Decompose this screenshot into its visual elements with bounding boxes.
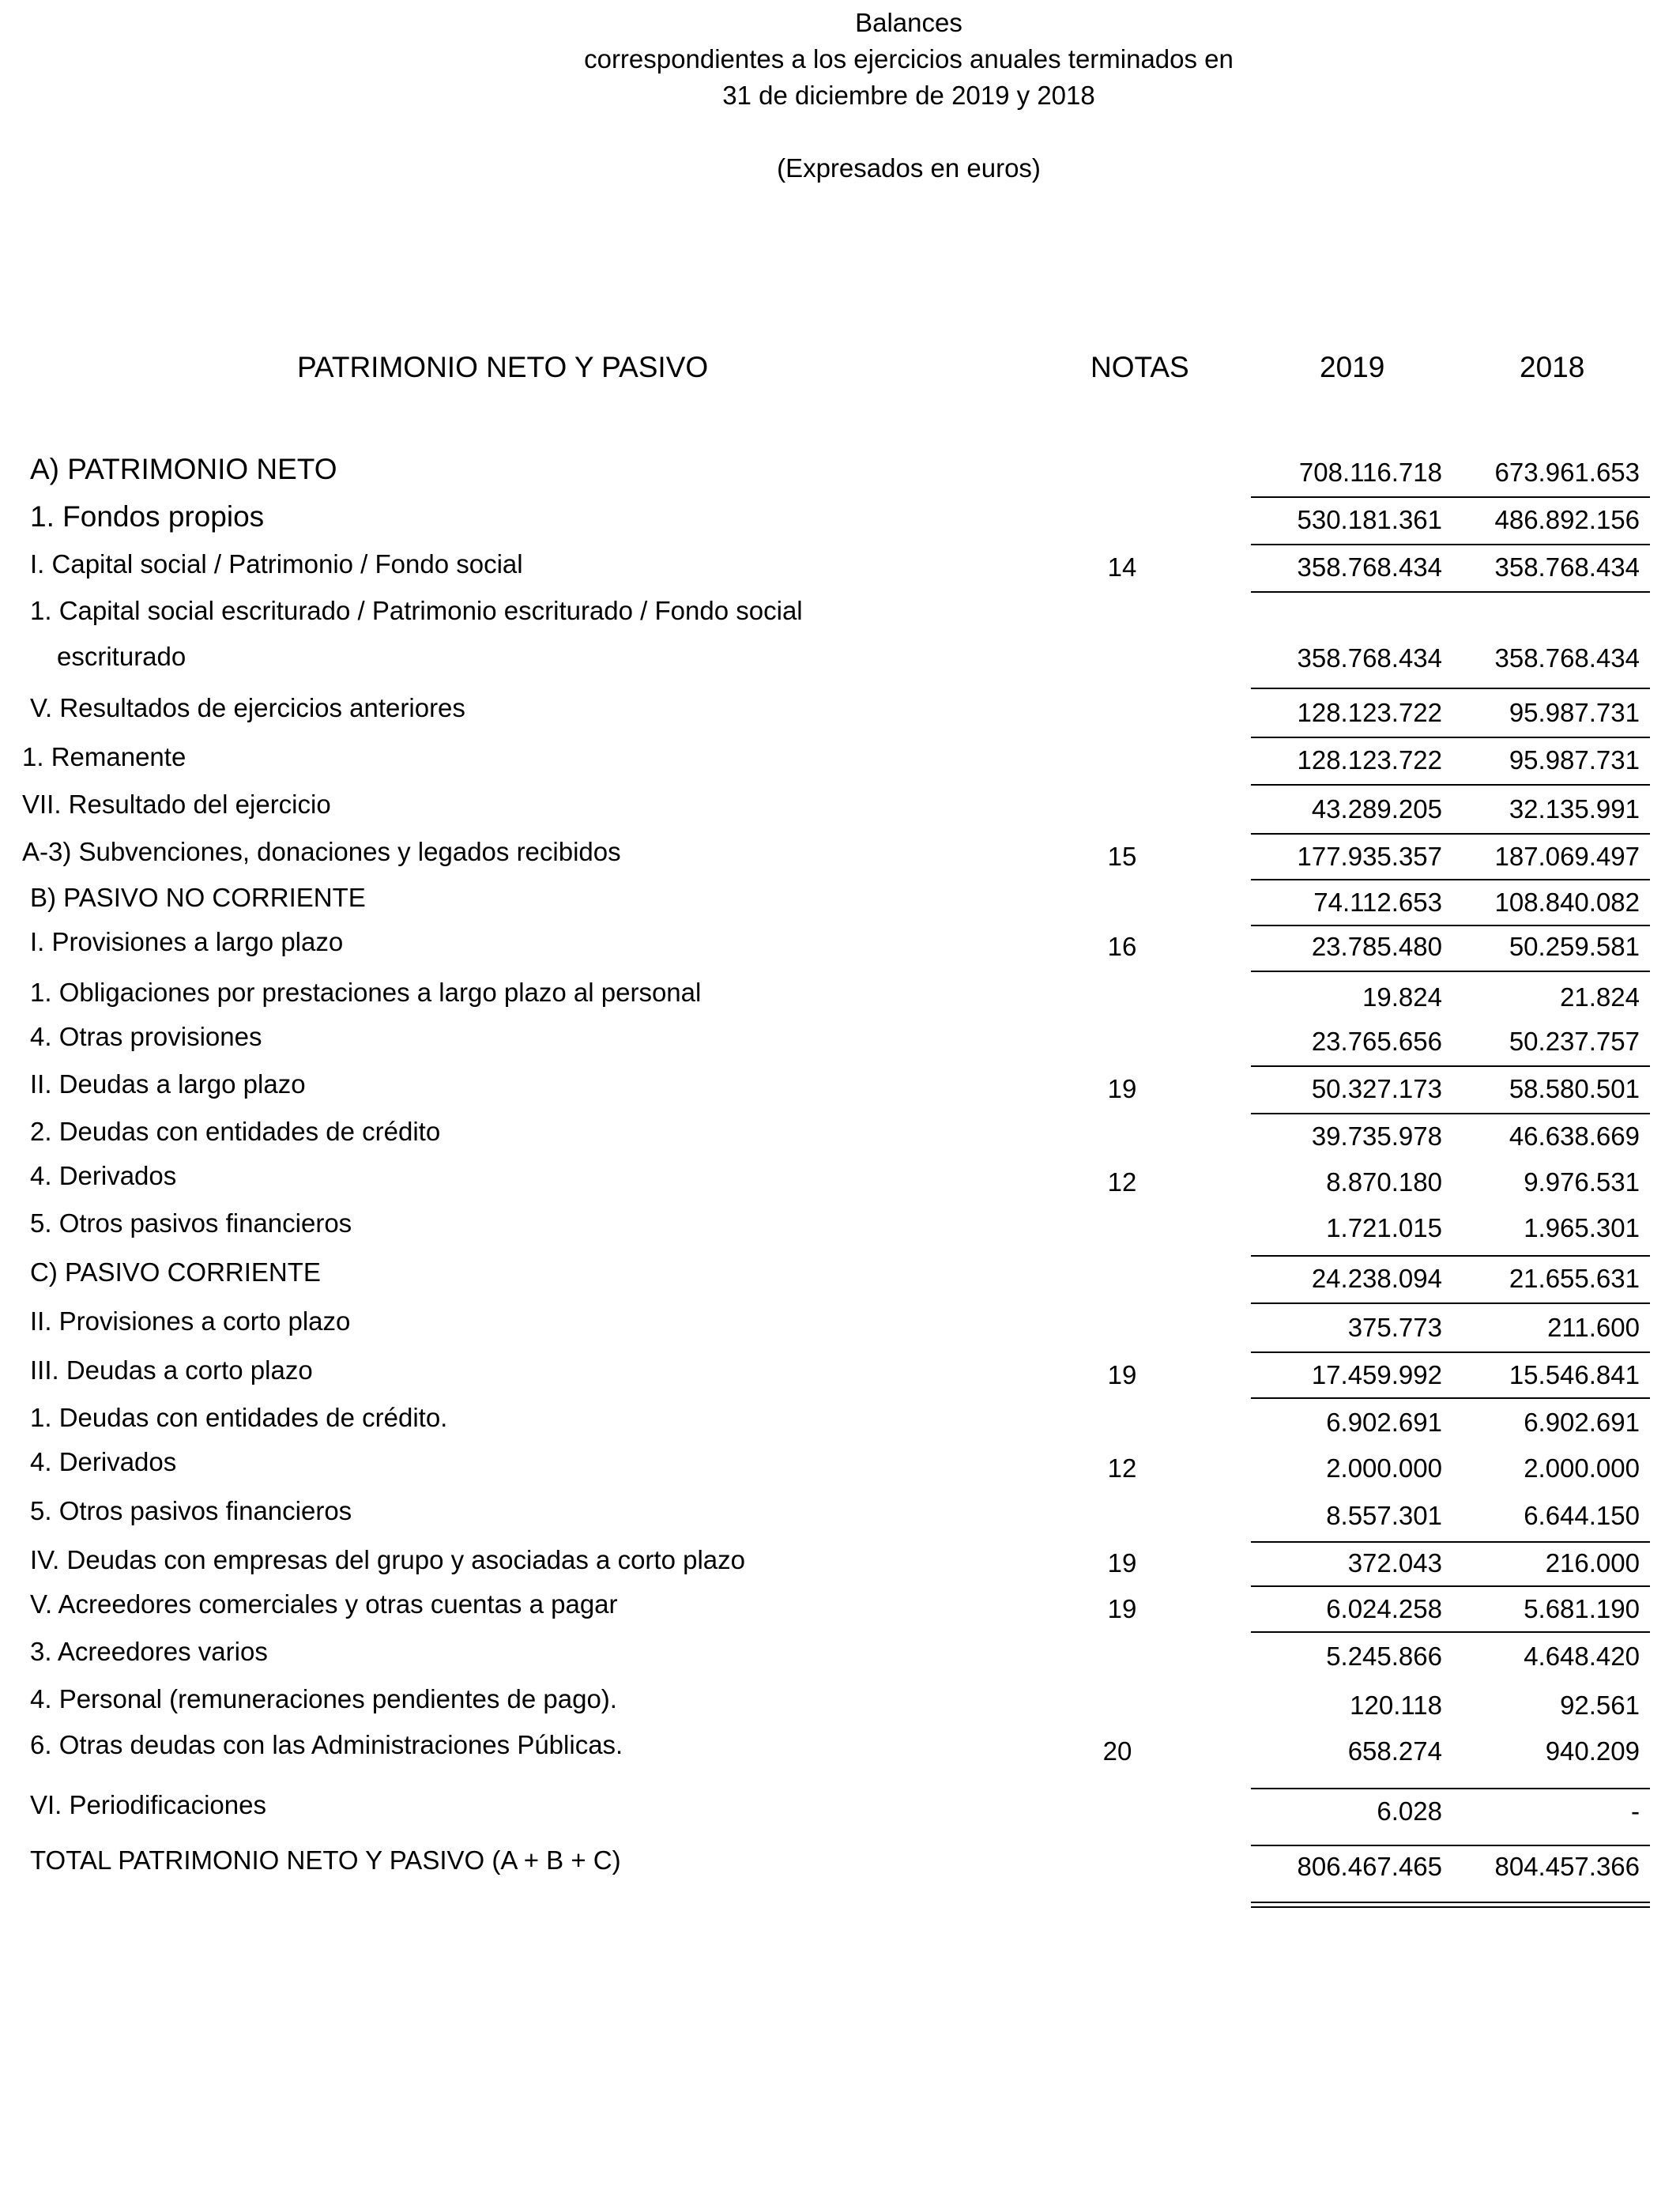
row-value-2019: 74.112.653 — [1313, 888, 1442, 917]
table-row — [0, 1161, 1680, 1208]
row-value-2019: 39.735.978 — [1311, 1122, 1442, 1151]
table-row — [0, 549, 1680, 593]
row-nota: 12 — [1107, 1167, 1137, 1197]
row-value-2018: 6.902.691 — [1524, 1408, 1640, 1437]
row-value-2018: 211.600 — [1547, 1313, 1640, 1342]
table-row — [0, 596, 1680, 684]
row-value-2019: 6.028 — [1377, 1796, 1442, 1826]
report-title: Balances — [855, 8, 962, 37]
row-value-2019: 375.773 — [1347, 1313, 1442, 1342]
row-divider — [1251, 688, 1650, 689]
table-row — [0, 693, 1680, 738]
row-label: 3. Acreedores varios — [30, 1637, 268, 1666]
row-divider — [1251, 1541, 1650, 1543]
row-value-2019: 50.327.173 — [1311, 1074, 1442, 1103]
row-label: V. Resultados de ejercicios anteriores — [30, 693, 465, 722]
row-value-2019: 19.824 — [1362, 982, 1442, 1012]
report-subtitle-2: 31 de diciembre de 2019 y 2018 — [722, 81, 1095, 110]
row-value-2019: 6.902.691 — [1326, 1408, 1442, 1437]
report-subtitle-1: correspondientes a los ejercicios anuales terminados en — [584, 44, 1234, 74]
row-value-2019: 128.123.722 — [1297, 698, 1442, 727]
row-value-2018: 21.655.631 — [1509, 1264, 1640, 1293]
table-row — [0, 453, 1680, 498]
table-row — [0, 1306, 1680, 1353]
row-nota: 19 — [1107, 1594, 1137, 1623]
row-label: 5. Otros pasivos financieros — [30, 1496, 352, 1525]
row-label: 4. Derivados — [30, 1161, 177, 1190]
table-row — [0, 883, 1680, 928]
row-label: 1. Fondos propios — [30, 500, 265, 533]
row-value-2019: 806.467.465 — [1297, 1852, 1442, 1881]
row-divider — [1251, 1397, 1650, 1399]
row-divider — [1251, 1113, 1650, 1114]
row-label: 4. Derivados — [30, 1447, 177, 1476]
row-label: V. Acreedores comerciales y otras cuentas a pagar — [30, 1589, 618, 1619]
table-row — [0, 1355, 1680, 1400]
row-label: VI. Periodificaciones — [30, 1790, 266, 1819]
row-divider — [1251, 879, 1650, 880]
row-label: I. Capital social / Patrimonio / Fondo social — [30, 549, 523, 579]
report-units: (Expresados en euros) — [777, 153, 1041, 183]
row-divider — [1251, 925, 1650, 926]
row-nota: 12 — [1107, 1453, 1137, 1483]
row-value-2019: 23.765.656 — [1311, 1027, 1442, 1056]
row-value-2019: 1.721.015 — [1326, 1213, 1442, 1242]
row-nota: 19 — [1107, 1548, 1137, 1578]
row-value-2019: 177.935.357 — [1297, 842, 1442, 871]
row-value-2019: 530.181.361 — [1297, 505, 1442, 534]
row-value-2019: 128.123.722 — [1297, 745, 1442, 775]
row-divider — [1251, 544, 1650, 545]
row-nota: 20 — [1102, 1736, 1132, 1766]
table-row — [0, 790, 1680, 835]
row-value-2019: 358.768.434 — [1297, 552, 1442, 582]
row-value-2018: 6.644.150 — [1524, 1501, 1640, 1530]
row-value-2018: 15.546.841 — [1509, 1360, 1640, 1389]
row-label: A) PATRIMONIO NETO — [30, 453, 337, 485]
row-label: II. Provisiones a corto plazo — [30, 1306, 351, 1336]
row-value-2018: 358.768.434 — [1494, 643, 1640, 673]
table-row — [0, 1117, 1680, 1162]
row-value-2018: 95.987.731 — [1509, 698, 1640, 727]
row-value-2019: 372.043 — [1347, 1548, 1442, 1578]
table-row — [0, 1403, 1680, 1448]
row-value-2018: 187.069.497 — [1494, 842, 1640, 871]
row-value-2018: 95.987.731 — [1509, 745, 1640, 775]
row-value-2019: 23.785.480 — [1311, 932, 1442, 961]
total-double-underline — [1251, 1902, 1650, 1908]
row-divider — [1251, 496, 1650, 498]
row-value-2018: 32.135.991 — [1509, 794, 1640, 824]
row-nota: 19 — [1107, 1360, 1137, 1389]
table-row — [0, 1637, 1680, 1682]
row-label: VII. Resultado del ejercicio — [22, 790, 331, 819]
row-label: 5. Otros pasivos financieros — [30, 1208, 352, 1238]
table-row — [0, 1547, 1680, 1589]
row-nota: 19 — [1107, 1074, 1137, 1103]
row-label-continuation: escriturado — [57, 642, 186, 671]
row-label: 1. Remanente — [22, 742, 186, 771]
row-value-2018: 1.965.301 — [1524, 1213, 1640, 1242]
row-value-2018: 46.638.669 — [1509, 1122, 1640, 1151]
row-value-2019: 6.024.258 — [1326, 1594, 1442, 1623]
row-label: 1. Obligaciones por prestaciones a largo plazo al personal — [30, 978, 702, 1007]
table-row — [0, 1589, 1680, 1634]
table-row — [0, 1208, 1680, 1253]
row-value-2018: 50.237.757 — [1509, 1027, 1640, 1056]
row-divider — [1251, 1845, 1650, 1846]
table-row — [0, 1447, 1680, 1494]
table-row — [0, 1790, 1680, 1837]
row-value-2019: 24.238.094 — [1311, 1264, 1442, 1293]
row-label: II. Deudas a largo plazo — [30, 1069, 306, 1099]
row-label: 1. Capital social escriturado / Patrimonio escriturado / Fondo social — [30, 596, 803, 625]
row-divider — [1251, 971, 1650, 972]
row-divider — [1251, 1631, 1650, 1633]
row-value-2019: 2.000.000 — [1326, 1453, 1442, 1483]
column-header-2018: 2018 — [1520, 351, 1585, 383]
row-label: 4. Otras provisiones — [30, 1022, 262, 1051]
row-value-2018: 92.561 — [1560, 1691, 1640, 1720]
row-value-2019: 658.274 — [1347, 1736, 1442, 1766]
row-value-2018: 2.000.000 — [1524, 1453, 1640, 1483]
table-row — [0, 1257, 1680, 1304]
row-divider — [1251, 1351, 1650, 1353]
row-label: 2. Deudas con entidades de crédito — [30, 1117, 441, 1146]
row-divider — [1251, 1255, 1650, 1257]
row-value-2018: 21.824 — [1560, 982, 1640, 1012]
row-divider — [1251, 1065, 1650, 1067]
row-label: IV. Deudas con empresas del grupo y asociadas a corto plazo — [30, 1545, 745, 1574]
row-value-2018: 940.209 — [1545, 1736, 1640, 1766]
table-row — [0, 742, 1680, 786]
table-row — [0, 978, 1680, 1023]
row-value-2018: 486.892.156 — [1494, 505, 1640, 534]
column-header-notas: NOTAS — [1090, 351, 1189, 383]
row-label: 1. Deudas con entidades de crédito. — [30, 1403, 448, 1432]
row-divider — [1251, 1585, 1650, 1587]
row-label: C) PASIVO CORRIENTE — [30, 1257, 321, 1287]
row-divider — [1251, 833, 1650, 835]
row-value-2018: 58.580.501 — [1509, 1074, 1640, 1103]
table-row — [0, 1069, 1680, 1114]
row-label: TOTAL PATRIMONIO NETO Y PASIVO (A + B + C) — [30, 1845, 621, 1875]
row-value-2018: 4.648.420 — [1524, 1642, 1640, 1671]
row-value-2019: 708.116.718 — [1298, 458, 1442, 487]
row-value-2019: 8.870.180 — [1326, 1167, 1442, 1197]
table-row — [0, 927, 1680, 972]
row-value-2018: 358.768.434 — [1494, 552, 1640, 582]
row-label: A-3) Subvenciones, donaciones y legados recibidos — [22, 837, 621, 866]
row-value-2018: 673.961.653 — [1494, 458, 1640, 487]
row-value-2018: 108.840.082 — [1494, 888, 1640, 917]
row-divider — [1251, 784, 1650, 786]
row-value-2019: 8.557.301 — [1326, 1501, 1442, 1530]
table-row — [0, 1496, 1680, 1541]
row-label: III. Deudas a corto plazo — [30, 1355, 313, 1385]
table-row — [0, 500, 1680, 545]
table-row — [0, 837, 1680, 882]
row-label: I. Provisiones a largo plazo — [30, 927, 344, 956]
row-value-2018: - — [1631, 1796, 1640, 1826]
table-row — [0, 1684, 1680, 1731]
row-divider — [1251, 737, 1650, 738]
row-label: 4. Personal (remuneraciones pendientes de pago). — [30, 1684, 617, 1713]
table-row — [0, 1845, 1680, 1892]
row-value-2019: 358.768.434 — [1297, 643, 1442, 673]
table-row — [0, 1730, 1680, 1777]
row-value-2018: 216.000 — [1545, 1548, 1640, 1578]
row-value-2018: 50.259.581 — [1509, 932, 1640, 961]
row-nota: 16 — [1107, 932, 1137, 961]
row-divider — [1251, 591, 1650, 593]
row-nota: 14 — [1107, 552, 1137, 582]
row-value-2019: 43.289.205 — [1311, 794, 1442, 824]
row-nota: 15 — [1107, 842, 1137, 871]
row-value-2018: 5.681.190 — [1524, 1594, 1640, 1623]
row-value-2019: 17.459.992 — [1311, 1360, 1442, 1389]
row-value-2018: 804.457.366 — [1494, 1852, 1640, 1881]
row-value-2018: 9.976.531 — [1524, 1167, 1640, 1197]
column-header-2019: 2019 — [1320, 351, 1385, 383]
row-label: B) PASIVO NO CORRIENTE — [30, 883, 366, 912]
row-label: 6. Otras deudas con las Administraciones Públicas. — [30, 1730, 623, 1759]
column-header-label: PATRIMONIO NETO Y PASIVO — [297, 351, 709, 383]
row-divider — [1251, 1788, 1650, 1789]
row-value-2019: 120.118 — [1350, 1691, 1442, 1720]
row-value-2019: 5.245.866 — [1326, 1642, 1442, 1671]
row-divider — [1251, 1302, 1650, 1304]
table-row — [0, 1022, 1680, 1067]
